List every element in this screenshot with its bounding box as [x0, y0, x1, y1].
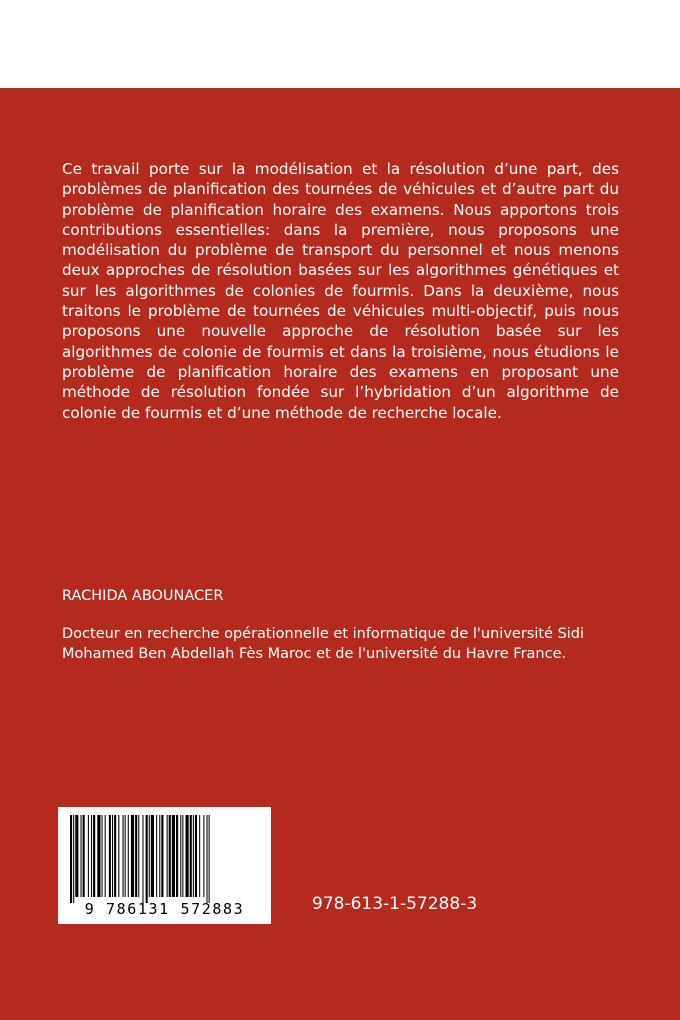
author-bio: Docteur en recherche opérationnelle et informatique de l'université Sidi Mohamed Ben Abdellah Fès Maroc et de l'université du Havre France. [62, 626, 585, 662]
author-name: RACHIDA ABOUNACER [62, 588, 224, 604]
abstract-text: Ce travail porte sur la modélisation et la résolution d’une part, des problèmes de planification des tournées de véhicules et d’autre part du problème de planification horaire des examens. Nous apportons trois contributions essentielles: dans la première, nous proposons une modélisation du problème de transport du personnel et nous menons deux approches de résolution basées sur les algorithmes génétiques et sur les algorithmes de colonies de fourmis. Dans la deuxième, nous traitons le problème de tournées de véhicules multi-objectif, puis nous proposons une nouvelle approche de résolution basée sur les algorithmes de colonie de fourmis et dans la troisième, nous étudions le problème de planification horaire des examens en proposant une méthode de résolution fondée sur l’hybridation d’un algorithme de colonie de fourmis et d’une méthode de recherche locale. [62, 160, 619, 422]
top-white-strip [0, 0, 680, 88]
isbn-number: 978-613-1-57288-3 [312, 894, 478, 914]
back-cover [0, 88, 680, 1020]
barcode-digits: 9 786131 572883 [84, 900, 245, 918]
barcode [58, 807, 271, 924]
